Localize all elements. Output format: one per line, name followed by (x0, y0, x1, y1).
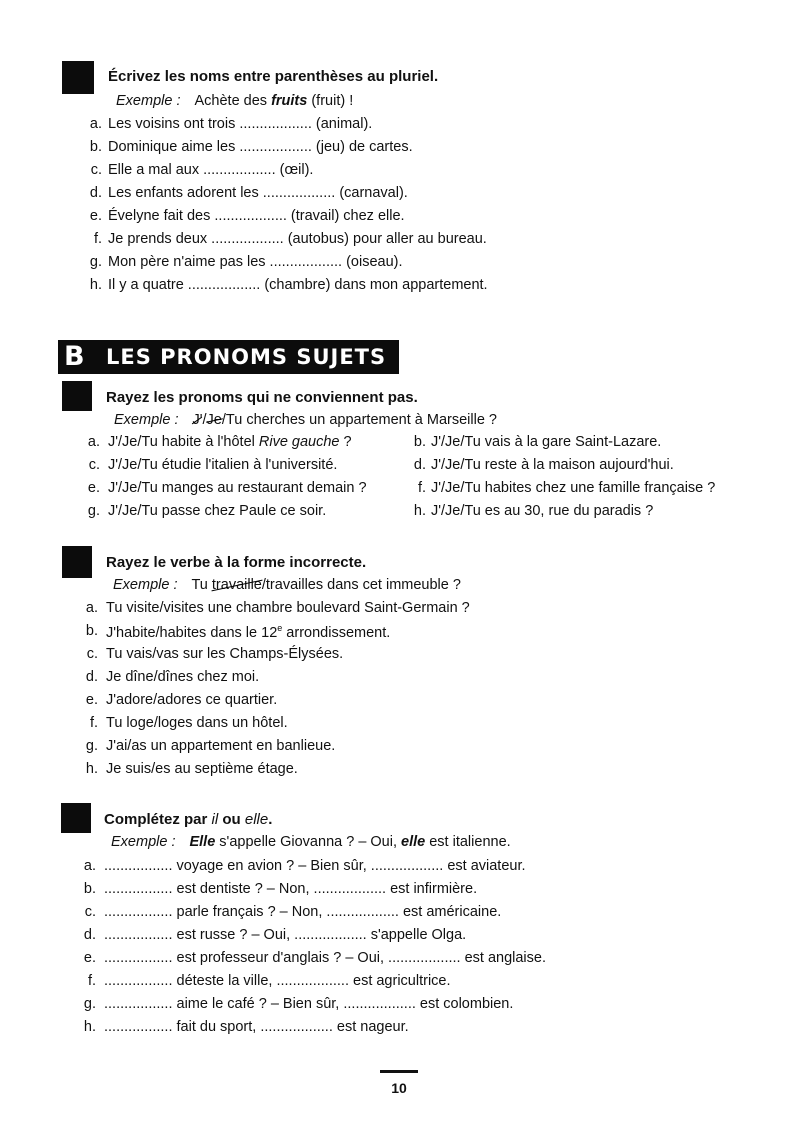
item-text: ................. voyage en avion ? – Bien sûr, .................. est aviateur. (104, 858, 526, 874)
item-letter: d. (83, 927, 96, 943)
item-letter: b. (85, 623, 98, 639)
item-text: Je prends deux .................. (autobus) pour aller au bureau. (108, 231, 487, 247)
item-text: J'ai/as un appartement en banlieue. (106, 738, 336, 754)
item-letter: c. (84, 904, 96, 920)
section-letter: B (64, 341, 85, 372)
item-text: ................. parle français ? – Non, .................. est américaine. (104, 904, 502, 920)
exercise-4-marker (61, 803, 91, 833)
example-label: Exemple : (116, 93, 181, 109)
item-text: ................. déteste la ville, .................. est agricultrice. (104, 973, 451, 989)
item-text: J'/Je/Tu vais à la gare Saint-Lazare. (431, 434, 662, 450)
item-letter: g. (87, 503, 100, 519)
item-letter: a. (85, 600, 98, 616)
section-title: LES PRONOMS SUJETS (106, 345, 387, 369)
item-text: Les enfants adorent les .................. (carnaval). (108, 185, 408, 201)
exercise-4-example: Exemple : Elle s'appelle Giovanna ? – Oui, elle est italienne. (111, 834, 511, 850)
item-letter: e. (85, 692, 98, 708)
item-letter: h. (83, 1019, 96, 1035)
item-text: J'/Je/Tu passe chez Paule ce soir. (108, 503, 327, 519)
item-letter: c. (88, 457, 100, 473)
item-text: ................. est russe ? – Oui, .................. s'appelle Olga. (104, 927, 467, 943)
item-letter: f. (93, 231, 102, 247)
item-letter: f. (417, 480, 426, 496)
item-text: Je suis/es au septième étage. (106, 761, 298, 777)
exercise-4-title: Complétez par il ou elle. (104, 811, 273, 828)
item-text: ................. aime le café ? – Bien sûr, .................. est colombien. (104, 996, 514, 1012)
exercise-1-example: Exemple : Achète des fruits (fruit) ! (116, 93, 354, 109)
item-letter: a. (87, 434, 100, 450)
item-letter: b. (413, 434, 426, 450)
item-text: Les voisins ont trois .................. (animal). (108, 116, 373, 132)
item-letter: d. (413, 457, 426, 473)
item-text: Tu vais/vas sur les Champs-Élysées. (106, 646, 344, 662)
item-letter: d. (89, 185, 102, 201)
exercise-2-marker (62, 381, 92, 411)
exercise-1-title: Écrivez les noms entre parenthèses au pluriel. (108, 68, 439, 85)
item-text: Il y a quatre .................. (chambre) dans mon appartement. (108, 277, 488, 293)
page-number: 10 (391, 1080, 407, 1096)
example-label: Exemple : (111, 834, 176, 850)
item-letter: h. (413, 503, 426, 519)
exercise-3-example: Exemple : Tu travaille/travailles dans cet immeuble ? (113, 577, 461, 593)
item-letter: b. (89, 139, 102, 155)
item-text: Dominique aime les .................. (jeu) de cartes. (108, 139, 413, 155)
exercise-3-marker (62, 546, 92, 578)
item-text: ................. fait du sport, .................. est nageur. (104, 1019, 409, 1035)
item-text: J'habite/habites dans le 12e arrondissement. (106, 623, 391, 641)
item-text: Je dîne/dînes chez moi. (106, 669, 260, 685)
exercise-1-marker (62, 61, 94, 94)
item-text: J'/Je/Tu es au 30, rue du paradis ? (431, 503, 654, 519)
item-letter: e. (89, 208, 102, 224)
item-text: J'/Je/Tu étudie l'italien à l'université. (108, 457, 338, 473)
section-b-banner (58, 340, 399, 374)
item-text: J'/Je/Tu habite à l'hôtel Rive gauche ? (108, 434, 352, 450)
item-text: J'/Je/Tu reste à la maison aujourd'hui. (431, 457, 674, 473)
item-text: Évelyne fait des .................. (travail) chez elle. (108, 208, 405, 224)
example-label: Exemple : (114, 412, 179, 428)
page-number-rule (380, 1070, 418, 1073)
item-letter: f. (89, 715, 98, 731)
item-letter: a. (83, 858, 96, 874)
example-label: Exemple : (113, 577, 178, 593)
item-letter: d. (85, 669, 98, 685)
item-letter: h. (85, 761, 98, 777)
item-letter: f. (87, 973, 96, 989)
item-text: J'/Je/Tu habites chez une famille française ? (431, 480, 716, 496)
item-text: J'adore/adores ce quartier. (106, 692, 278, 708)
item-text: J'/Je/Tu manges au restaurant demain ? (108, 480, 367, 496)
item-letter: h. (89, 277, 102, 293)
item-letter: g. (89, 254, 102, 270)
item-letter: g. (83, 996, 96, 1012)
item-text: ................. est professeur d'anglais ? – Oui, .................. est anglaise. (104, 950, 546, 966)
item-text: Tu loge/loges dans un hôtel. (106, 715, 288, 731)
item-letter: c. (86, 646, 98, 662)
item-text: Tu visite/visites une chambre boulevard Saint-Germain ? (106, 600, 470, 616)
item-letter: a. (89, 116, 102, 132)
item-letter: g. (85, 738, 98, 754)
item-text: Elle a mal aux .................. (œil). (108, 162, 314, 178)
item-letter: c. (90, 162, 102, 178)
item-letter: e. (87, 480, 100, 496)
item-letter: e. (83, 950, 96, 966)
item-text: Mon père n'aime pas les .................. (oiseau). (108, 254, 403, 270)
exercise-2-example: Exemple : J'/Je/Tu cherches un appartement à Marseille ? (114, 412, 497, 428)
item-text: ................. est dentiste ? – Non, .................. est infirmière. (104, 881, 478, 897)
exercise-2-title: Rayez les pronoms qui ne conviennent pas. (106, 389, 418, 406)
item-letter: b. (83, 881, 96, 897)
exercise-3-title: Rayez le verbe à la forme incorrecte. (106, 554, 367, 571)
